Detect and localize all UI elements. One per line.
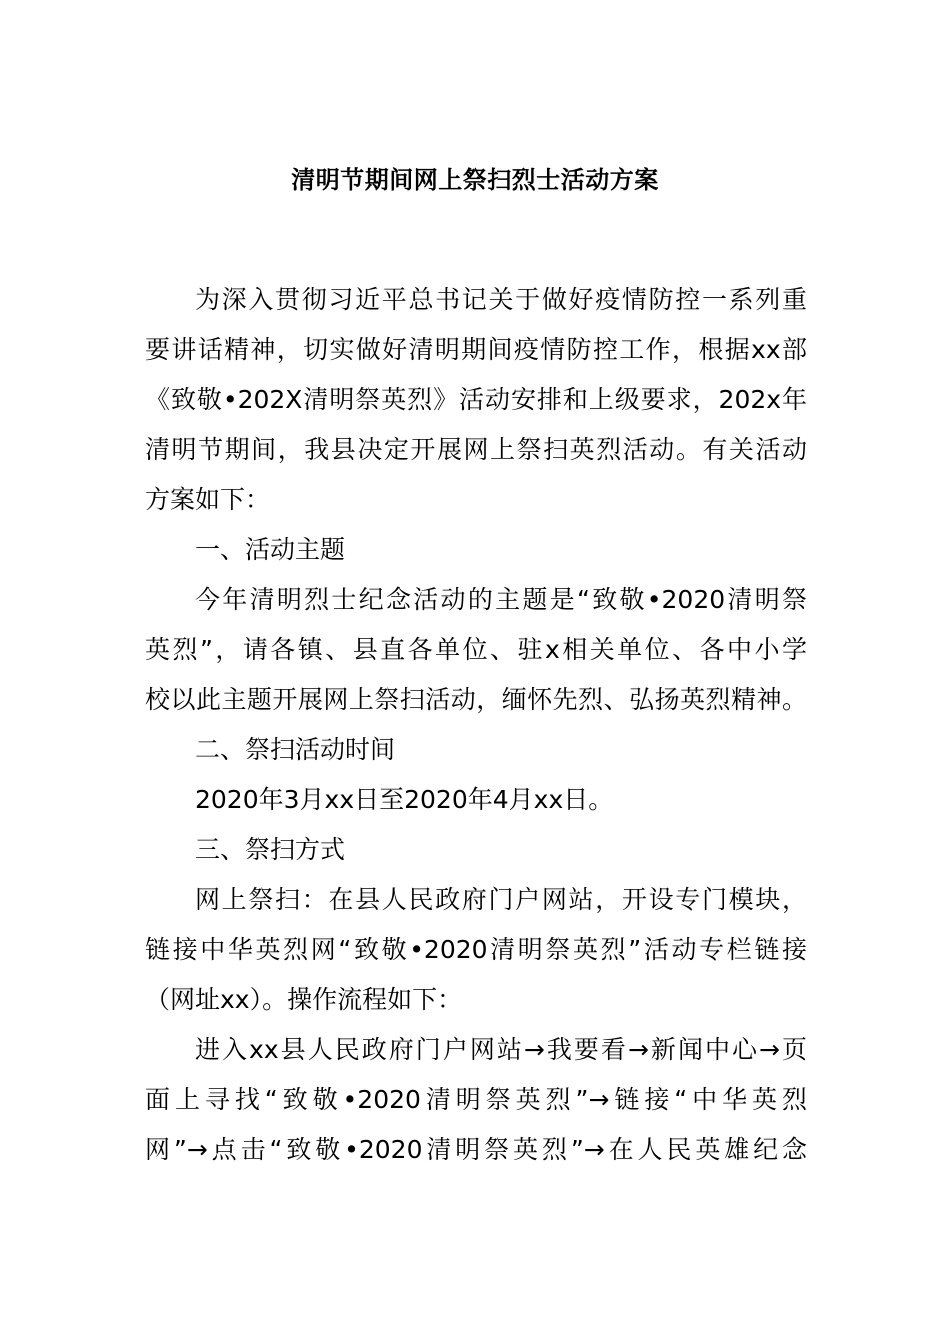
- paragraph-line: 网”→点击“致敬•2020清明祭英烈”→在人民英雄纪念: [145, 1135, 807, 1164]
- paragraph-line: 网上祭扫：在县人民政府门户网站，开设专门模块，: [195, 885, 807, 914]
- paragraph-line: 2020年3月xx日至2020年4月xx日。: [195, 785, 614, 814]
- paragraph-line: 清明节期间，我县决定开展网上祭扫英烈活动。有关活动: [145, 435, 807, 464]
- paragraph-line: 英烈”，请各镇、县直各单位、驻x相关单位、各中小学: [145, 635, 807, 664]
- section-heading: 二、祭扫活动时间: [195, 735, 396, 764]
- paragraph-line: 为深入贯彻习近平总书记关于做好疫情防控一系列重: [195, 285, 807, 314]
- section-heading: 一、活动主题: [195, 535, 346, 564]
- paragraph-line: 进入xx县人民政府门户网站→我要看→新闻中心→页: [195, 1035, 807, 1064]
- section-heading: 三、祭扫方式: [195, 835, 346, 864]
- paragraph-line: 今年清明烈士纪念活动的主题是“致敬•2020清明祭: [195, 585, 807, 614]
- document-title: 清明节期间网上祭扫烈士活动方案: [291, 166, 659, 194]
- paragraph-line: 方案如下：: [145, 485, 271, 514]
- paragraph-line: （网址xx）。操作流程如下：: [145, 985, 463, 1014]
- paragraph-line: 链接中华英烈网“致敬•2020清明祭英烈”活动专栏链接: [145, 935, 807, 964]
- paragraph-line: 要讲话精神，切实做好清明期间疫情防控工作，根据xx部: [145, 335, 807, 364]
- paragraph-line: 面上寻找“致敬•2020清明祭英烈”→链接“中华英烈: [145, 1085, 807, 1114]
- paragraph-line: 校以此主题开展网上祭扫活动，缅怀先烈、弘扬英烈精神。: [145, 685, 807, 714]
- paragraph-line: 《致敬•202X清明祭英烈》活动安排和上级要求，202x年: [145, 385, 807, 414]
